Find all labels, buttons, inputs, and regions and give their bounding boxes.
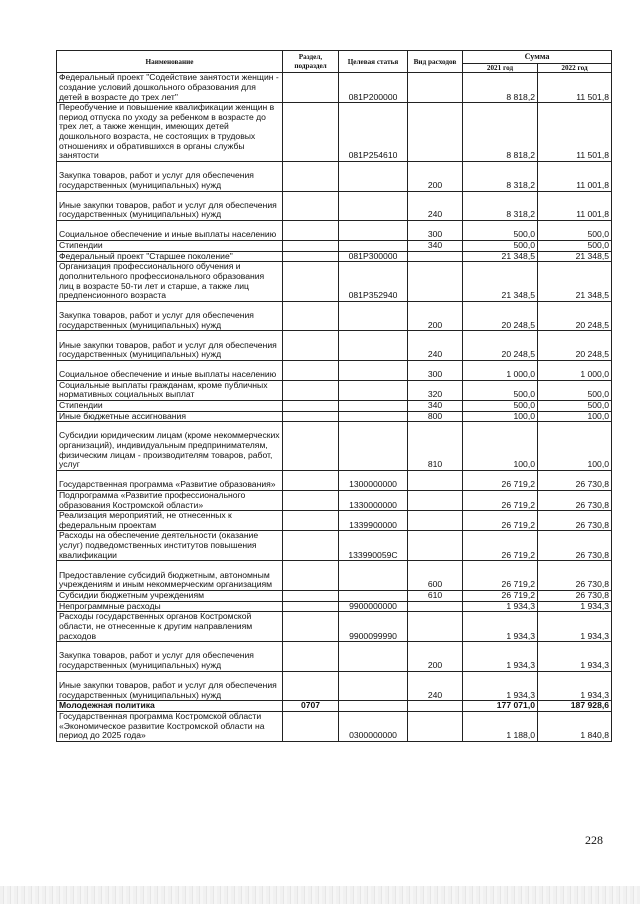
row-type-cell: 320 [408, 380, 463, 400]
row-type-cell [408, 251, 463, 262]
table-row [57, 103, 612, 162]
row-sum-2022-cell: 1 934,3 [538, 671, 612, 701]
row-name-cell: Предоставление субсидий бюджетным, автономным учреждениям и иным некоммерческим организациям [57, 561, 283, 591]
row-sum-2022-cell: 500,0 [538, 240, 612, 251]
table-row [57, 642, 612, 672]
row-sum-2021-cell: 500,0 [463, 400, 538, 411]
row-section-cell [283, 103, 339, 162]
table-row [57, 331, 612, 361]
table-row [57, 251, 612, 262]
row-name-cell: Расходы на обеспечение деятельности (оказание услуг) подведомственных институтов повышения квалификации [57, 531, 283, 561]
row-sum-2021-cell: 21 348,5 [463, 262, 538, 302]
row-sum-2022-cell: 26 730,8 [538, 511, 612, 531]
row-sum-2022-cell: 20 248,5 [538, 331, 612, 361]
row-sum-2021-cell: 20 248,5 [463, 301, 538, 331]
header-year-2021: 2021 год [463, 64, 538, 73]
row-target-cell [339, 701, 408, 712]
row-section-cell [283, 561, 339, 591]
row-type-cell [408, 103, 463, 162]
row-sum-2021-cell: 177 071,0 [463, 701, 538, 712]
row-name-cell: Иные бюджетные ассигнования [57, 411, 283, 422]
table-row [57, 490, 612, 510]
table-row [57, 422, 612, 471]
row-type-cell: 200 [408, 642, 463, 672]
row-sum-2021-cell: 500,0 [463, 380, 538, 400]
row-name-cell: Социальное обеспечение и иные выплаты населению [57, 360, 283, 380]
row-name-cell: Субсидии бюджетным учреждениям [57, 590, 283, 601]
row-type-cell [408, 262, 463, 302]
table-header [57, 51, 612, 73]
row-name-cell: Иные закупки товаров, работ и услуг для обеспечения государственных (муниципальных) нужд [57, 331, 283, 361]
table-row [57, 162, 612, 192]
row-section-cell [283, 360, 339, 380]
row-sum-2022-cell: 26 730,8 [538, 471, 612, 491]
row-type-cell: 300 [408, 360, 463, 380]
header-sum: Сумма [463, 51, 612, 64]
row-section-cell [283, 511, 339, 531]
row-sum-2021-cell: 8 818,2 [463, 103, 538, 162]
row-sum-2022-cell: 26 730,8 [538, 561, 612, 591]
row-section-cell [283, 400, 339, 411]
page-number: 228 [585, 833, 603, 847]
row-name-cell: Федеральный проект "Старшее поколение" [57, 251, 283, 262]
table-row [57, 671, 612, 701]
row-name-cell: Непрограммные расходы [57, 601, 283, 612]
row-section-cell [283, 422, 339, 471]
row-name-cell: Иные закупки товаров, работ и услуг для обеспечения государственных (муниципальных) нужд [57, 191, 283, 221]
row-sum-2022-cell: 500,0 [538, 400, 612, 411]
row-type-cell [408, 471, 463, 491]
row-type-cell: 240 [408, 191, 463, 221]
row-target-cell [339, 671, 408, 701]
row-target-cell [339, 400, 408, 411]
header-name: Наименование [57, 51, 283, 73]
row-target-cell [339, 162, 408, 192]
row-target-cell [339, 422, 408, 471]
row-type-cell [408, 701, 463, 712]
table-row [57, 301, 612, 331]
table-row [57, 590, 612, 601]
row-section-cell [283, 590, 339, 601]
table-row [57, 73, 612, 103]
row-target-cell: 1300000000 [339, 471, 408, 491]
row-sum-2022-cell: 21 348,5 [538, 262, 612, 302]
table-row [57, 360, 612, 380]
row-name-cell: Молодежная политика [57, 701, 283, 712]
row-name-cell: Организация профессионального обучения и дополнительного профессионального образования лиц в возрасте 50-ти лет и старше, а также лиц предпенсионного возраста [57, 262, 283, 302]
row-name-cell: Стипендии [57, 240, 283, 251]
row-section-cell [283, 162, 339, 192]
row-section-cell [283, 331, 339, 361]
table-row [57, 531, 612, 561]
row-section-cell [283, 380, 339, 400]
row-name-cell: Иные закупки товаров, работ и услуг для обеспечения государственных (муниципальных) нужд [57, 671, 283, 701]
budget-table [56, 50, 612, 742]
row-type-cell: 340 [408, 400, 463, 411]
row-sum-2022-cell: 11 001,8 [538, 162, 612, 192]
row-sum-2022-cell: 100,0 [538, 422, 612, 471]
row-target-cell [339, 331, 408, 361]
row-section-cell [283, 490, 339, 510]
row-section-cell [283, 240, 339, 251]
row-type-cell: 200 [408, 301, 463, 331]
row-sum-2021-cell: 26 719,2 [463, 511, 538, 531]
row-sum-2021-cell: 1 934,3 [463, 671, 538, 701]
row-type-cell [408, 531, 463, 561]
table-row [57, 191, 612, 221]
row-sum-2022-cell: 11 501,8 [538, 73, 612, 103]
row-type-cell [408, 511, 463, 531]
row-name-cell: Переобучение и повышение квалификации женщин в период отпуска по уходу за ребенком в возрасте до трех лет, а также женщин, имеющих детей дошкольного возраста, не состоящих в трудовых отношениях и обратившихся в органы службы занятости [57, 103, 283, 162]
row-target-cell [339, 240, 408, 251]
header-target: Целевая статья [339, 51, 408, 73]
row-target-cell: 081P200000 [339, 73, 408, 103]
row-section-cell [283, 262, 339, 302]
row-sum-2021-cell: 100,0 [463, 411, 538, 422]
header-section: Раздел, подраздел [283, 51, 339, 73]
header-year-2022: 2022 год [538, 64, 612, 73]
row-section-cell [283, 251, 339, 262]
row-name-cell: Субсидии юридическим лицам (кроме некоммерческих организаций), индивидуальным предпринимателям, физическим лицам - производителям товаров, работ, услуг [57, 422, 283, 471]
row-target-cell: 9900099990 [339, 612, 408, 642]
row-type-cell: 300 [408, 221, 463, 241]
table-row [57, 511, 612, 531]
row-name-cell: Государственная программа Костромской области «Экономическое развитие Костромской области на период до 2025 года» [57, 711, 283, 741]
row-name-cell: Закупка товаров, работ и услуг для обеспечения государственных (муниципальных) нужд [57, 162, 283, 192]
row-section-cell [283, 642, 339, 672]
row-sum-2022-cell: 500,0 [538, 221, 612, 241]
row-target-cell [339, 380, 408, 400]
row-sum-2022-cell: 1 934,3 [538, 601, 612, 612]
row-name-cell: Расходы государственных органов Костромской области, не отнесенные к другим направлениям расходов [57, 612, 283, 642]
row-type-cell: 240 [408, 671, 463, 701]
table-row [57, 701, 612, 712]
row-target-cell [339, 191, 408, 221]
row-target-cell: 1330000000 [339, 490, 408, 510]
row-sum-2022-cell: 26 730,8 [538, 490, 612, 510]
row-section-cell [283, 191, 339, 221]
row-target-cell: 9900000000 [339, 601, 408, 612]
table-row [57, 240, 612, 251]
row-target-cell [339, 642, 408, 672]
row-target-cell: 1339900000 [339, 511, 408, 531]
row-section-cell [283, 671, 339, 701]
row-target-cell [339, 561, 408, 591]
table-row [57, 411, 612, 422]
table-row [57, 471, 612, 491]
row-target-cell [339, 301, 408, 331]
row-sum-2021-cell: 500,0 [463, 240, 538, 251]
row-type-cell [408, 711, 463, 741]
row-sum-2021-cell: 20 248,5 [463, 331, 538, 361]
row-sum-2022-cell: 1 934,3 [538, 612, 612, 642]
row-name-cell: Закупка товаров, работ и услуг для обеспечения государственных (муниципальных) нужд [57, 301, 283, 331]
table-row [57, 561, 612, 591]
table-row [57, 400, 612, 411]
table-row [57, 262, 612, 302]
row-sum-2021-cell: 26 719,2 [463, 590, 538, 601]
table-body [57, 73, 612, 742]
row-type-cell: 340 [408, 240, 463, 251]
row-sum-2021-cell: 26 719,2 [463, 471, 538, 491]
row-target-cell: 081P352940 [339, 262, 408, 302]
row-type-cell [408, 612, 463, 642]
row-section-cell [283, 73, 339, 103]
row-sum-2022-cell: 1 840,8 [538, 711, 612, 741]
row-name-cell: Реализация мероприятий, не отнесенных к федеральным проектам [57, 511, 283, 531]
row-name-cell: Закупка товаров, работ и услуг для обеспечения государственных (муниципальных) нужд [57, 642, 283, 672]
row-sum-2021-cell: 26 719,2 [463, 561, 538, 591]
row-target-cell: 081P254610 [339, 103, 408, 162]
row-sum-2022-cell: 26 730,8 [538, 590, 612, 601]
row-type-cell: 800 [408, 411, 463, 422]
row-sum-2022-cell: 26 730,8 [538, 531, 612, 561]
row-section-cell [283, 531, 339, 561]
row-sum-2022-cell: 187 928,6 [538, 701, 612, 712]
row-name-cell: Социальные выплаты гражданам, кроме публичных нормативных социальных выплат [57, 380, 283, 400]
table-row [57, 711, 612, 741]
row-section-cell [283, 601, 339, 612]
row-sum-2022-cell: 1 000,0 [538, 360, 612, 380]
row-target-cell [339, 360, 408, 380]
row-name-cell: Стипендии [57, 400, 283, 411]
row-section-cell [283, 471, 339, 491]
row-sum-2022-cell: 100,0 [538, 411, 612, 422]
row-sum-2021-cell: 8 818,2 [463, 73, 538, 103]
row-section-cell: 0707 [283, 701, 339, 712]
row-name-cell: Государственная программа «Развитие образования» [57, 471, 283, 491]
row-type-cell [408, 490, 463, 510]
row-sum-2021-cell: 1 188,0 [463, 711, 538, 741]
row-sum-2021-cell: 500,0 [463, 221, 538, 241]
row-name-cell: Подпрограмма «Развитие профессионального образования Костромской области» [57, 490, 283, 510]
row-sum-2021-cell: 1 934,3 [463, 601, 538, 612]
row-name-cell: Социальное обеспечение и иные выплаты населению [57, 221, 283, 241]
row-target-cell: 0300000000 [339, 711, 408, 741]
row-type-cell: 240 [408, 331, 463, 361]
header-type: Вид расходов [408, 51, 463, 73]
row-target-cell [339, 590, 408, 601]
row-sum-2022-cell: 11 501,8 [538, 103, 612, 162]
table-row [57, 601, 612, 612]
row-sum-2021-cell: 1 934,3 [463, 612, 538, 642]
scan-edge-strip [0, 886, 640, 904]
row-sum-2021-cell: 8 318,2 [463, 162, 538, 192]
row-sum-2022-cell: 500,0 [538, 380, 612, 400]
row-target-cell: 081P300000 [339, 251, 408, 262]
row-sum-2021-cell: 26 719,2 [463, 531, 538, 561]
row-sum-2021-cell: 1 934,3 [463, 642, 538, 672]
row-type-cell: 200 [408, 162, 463, 192]
row-type-cell: 810 [408, 422, 463, 471]
row-section-cell [283, 411, 339, 422]
row-sum-2021-cell: 1 000,0 [463, 360, 538, 380]
row-name-cell: Федеральный проект "Содействие занятости женщин - создание условий дошкольного образования для детей в возрасте до трех лет" [57, 73, 283, 103]
row-section-cell [283, 711, 339, 741]
row-type-cell [408, 73, 463, 103]
row-sum-2021-cell: 21 348,5 [463, 251, 538, 262]
row-sum-2021-cell: 100,0 [463, 422, 538, 471]
row-section-cell [283, 221, 339, 241]
row-sum-2022-cell: 11 001,8 [538, 191, 612, 221]
row-type-cell: 610 [408, 590, 463, 601]
table-row [57, 612, 612, 642]
table-row [57, 380, 612, 400]
row-target-cell: 133990059С [339, 531, 408, 561]
row-sum-2022-cell: 21 348,5 [538, 251, 612, 262]
row-type-cell [408, 601, 463, 612]
row-type-cell: 600 [408, 561, 463, 591]
row-sum-2021-cell: 8 318,2 [463, 191, 538, 221]
row-target-cell [339, 221, 408, 241]
row-sum-2022-cell: 1 934,3 [538, 642, 612, 672]
row-section-cell [283, 612, 339, 642]
row-target-cell [339, 411, 408, 422]
row-sum-2022-cell: 20 248,5 [538, 301, 612, 331]
table-row [57, 221, 612, 241]
row-section-cell [283, 301, 339, 331]
row-sum-2021-cell: 26 719,2 [463, 490, 538, 510]
